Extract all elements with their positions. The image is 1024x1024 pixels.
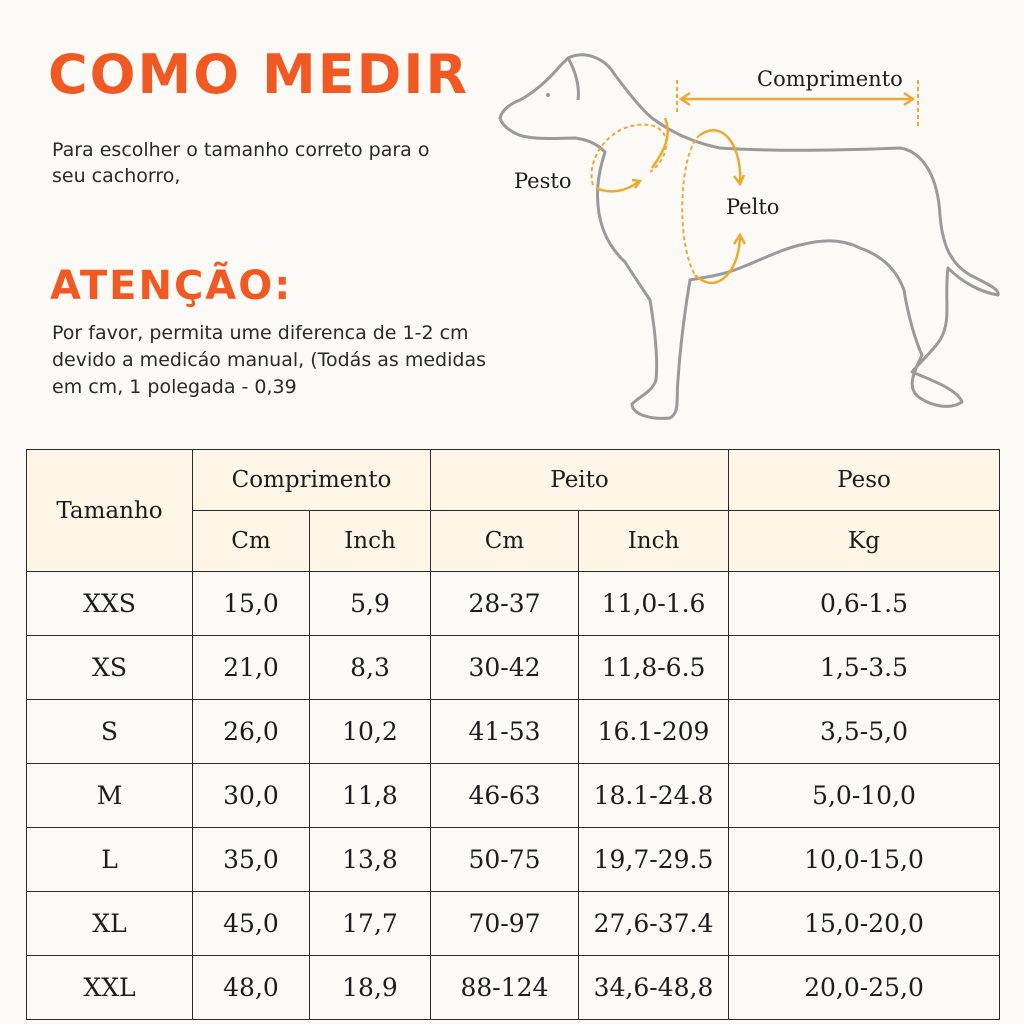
attention-title: ATENÇÃO: [50,263,293,309]
cell-size: XXS [27,572,193,636]
cell-size: XL [27,892,193,956]
chest-measure-arrow [682,135,700,275]
unit-length-inch: Inch [310,511,431,572]
cell-weight-kg: 3,5-5,0 [729,700,1000,764]
unit-chest-inch: Inch [579,511,729,572]
cell-chest-cm: 41-53 [431,700,579,764]
header-weight: Peso [729,450,1000,511]
length-label: Comprimento [757,67,903,91]
table-row [27,572,1000,636]
table-row [27,764,1000,828]
table-row [27,956,1000,1020]
cell-length-inch: 11,8 [310,764,431,828]
cell-length-inch: 10,2 [310,700,431,764]
cell-weight-kg: 20,0-25,0 [729,956,1000,1020]
cell-length-inch: 18,9 [310,956,431,1020]
cell-chest-cm: 50-75 [431,828,579,892]
cell-weight-kg: 10,0-15,0 [729,828,1000,892]
cell-size: L [27,828,193,892]
cell-length-inch: 5,9 [310,572,431,636]
cell-length-cm: 48,0 [193,956,310,1020]
table-row [27,700,1000,764]
neck-label: Pesto [514,169,572,193]
cell-length-inch: 17,7 [310,892,431,956]
cell-length-inch: 13,8 [310,828,431,892]
cell-chest-cm: 28-37 [431,572,579,636]
cell-chest-cm: 30-42 [431,636,579,700]
cell-length-cm: 35,0 [193,828,310,892]
cell-size: XXL [27,956,193,1020]
dog-outline-icon [500,55,998,419]
header-chest: Peito [431,450,729,511]
unit-chest-cm: Cm [431,511,579,572]
cell-length-cm: 15,0 [193,572,310,636]
attention-text: Por favor, permita ume diferenca de 1-2 cm devido a medicáo manual, (Todás as medidas em cm, 1 polegada - 0,39 [52,322,486,398]
table-row [27,892,1000,956]
cell-length-cm: 30,0 [193,764,310,828]
dog-measurement-diagram [490,40,1014,430]
size-table-body [27,572,1000,1020]
table-row [27,636,1000,700]
intro-text: Para escolher o tamanho correto para o seu cachorro, [52,139,430,187]
cell-weight-kg: 15,0-20,0 [729,892,1000,956]
cell-size: S [27,700,193,764]
unit-length-cm: Cm [193,511,310,572]
cell-length-cm: 26,0 [193,700,310,764]
cell-length-inch: 8,3 [310,636,431,700]
page-title: COMO MEDIR [48,43,470,106]
cell-chest-cm: 46-63 [431,764,579,828]
cell-length-cm: 45,0 [193,892,310,956]
cell-size: XS [27,636,193,700]
chest-label: Pelto [726,195,780,219]
size-table [26,449,1000,1020]
cell-chest-inch: 11,0-1.6 [579,572,729,636]
cell-length-cm: 21,0 [193,636,310,700]
cell-weight-kg: 5,0-10,0 [729,764,1000,828]
cell-weight-kg: 0,6-1.5 [729,572,1000,636]
cell-chest-inch: 18.1-24.8 [579,764,729,828]
table-row [27,828,1000,892]
cell-chest-inch: 27,6-37.4 [579,892,729,956]
cell-chest-inch: 11,8-6.5 [579,636,729,700]
header-length: Comprimento [193,450,431,511]
cell-weight-kg: 1,5-3.5 [729,636,1000,700]
cell-size: M [27,764,193,828]
cell-chest-inch: 34,6-48,8 [579,956,729,1020]
cell-chest-cm: 70-97 [431,892,579,956]
cell-chest-inch: 19,7-29.5 [579,828,729,892]
cell-chest-cm: 88-124 [431,956,579,1020]
unit-weight-kg: Kg [729,511,1000,572]
header-size: Tamanho [27,450,193,572]
cell-chest-inch: 16.1-209 [579,700,729,764]
